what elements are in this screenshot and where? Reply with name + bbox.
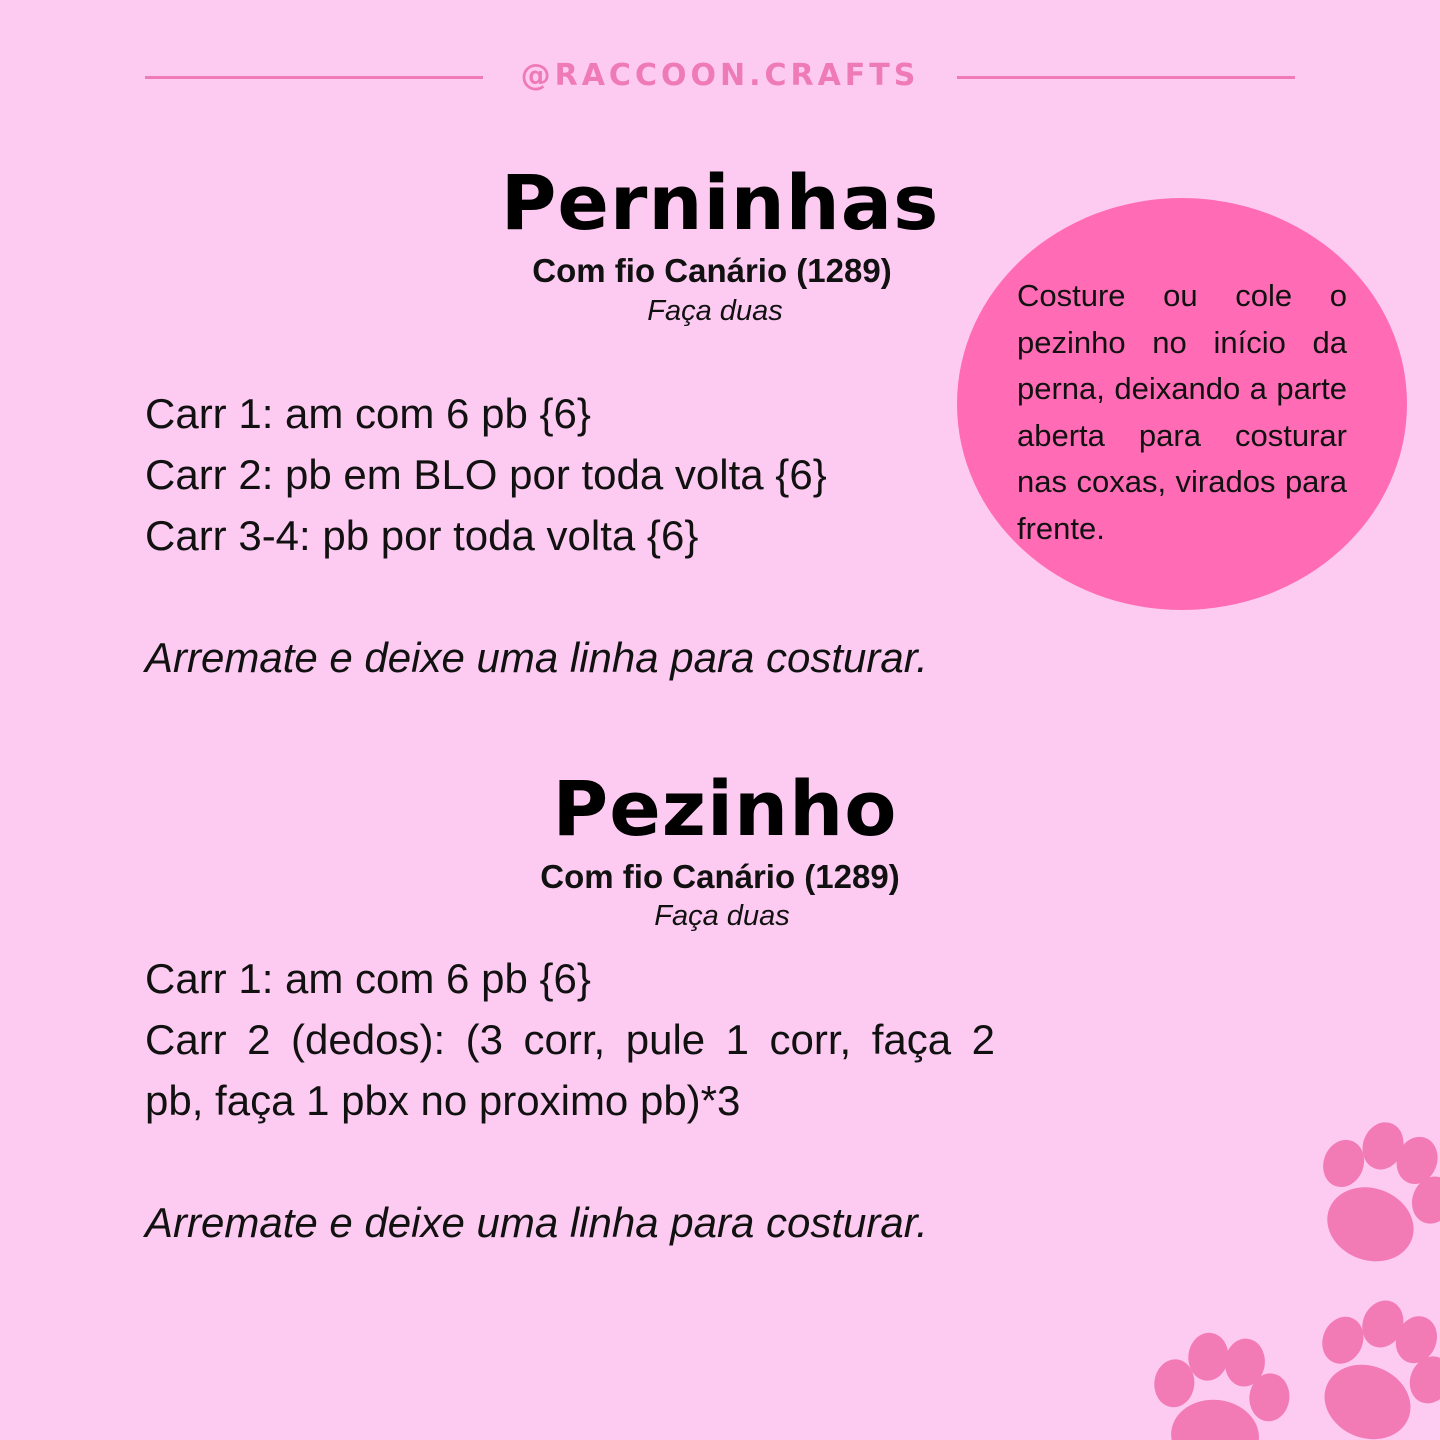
tip-text: Costure ou cole o pezinho no início da perna, deixando a parte aberta para costurar nas coxas, virados para frente. — [1017, 278, 1347, 546]
yarn-info-pezinho: Com fio Canário (1289) — [540, 858, 900, 895]
finish-note-pezinho: Arremate e deixe uma linha para costurar. — [145, 1199, 928, 1246]
section-title-perninhas: Perninhas — [500, 158, 940, 247]
step-line: Carr 1: am com 6 pb {6} — [145, 955, 591, 1002]
section-title-pezinho: Pezinho — [552, 764, 898, 853]
step-line: pb, faça 1 pbx no proximo pb)*3 — [145, 1077, 741, 1124]
yarn-info-perninhas: Com fio Canário (1289) — [532, 252, 892, 289]
step-line: Carr 2: pb em BLO por toda volta {6} — [145, 451, 827, 498]
quantity-note-pezinho: Faça duas — [654, 900, 790, 932]
step-line: Carr 3-4: pb por toda volta {6} — [145, 512, 699, 559]
paw-print-icon — [1293, 1283, 1440, 1440]
step-line: Carr 1: am com 6 pb {6} — [145, 390, 591, 437]
quantity-note-perninhas: Faça duas — [647, 295, 783, 327]
finish-note-perninhas: Arremate e deixe uma linha para costurar. — [145, 634, 928, 681]
paw-print-icon — [1296, 1106, 1440, 1282]
brand-handle: @RACCOON.CRAFTS — [520, 58, 920, 93]
step-line: Carr 2 (dedos): (3 corr, pule 1 corr, faça 2 — [145, 1016, 995, 1063]
paw-print-icon — [1146, 1328, 1296, 1440]
